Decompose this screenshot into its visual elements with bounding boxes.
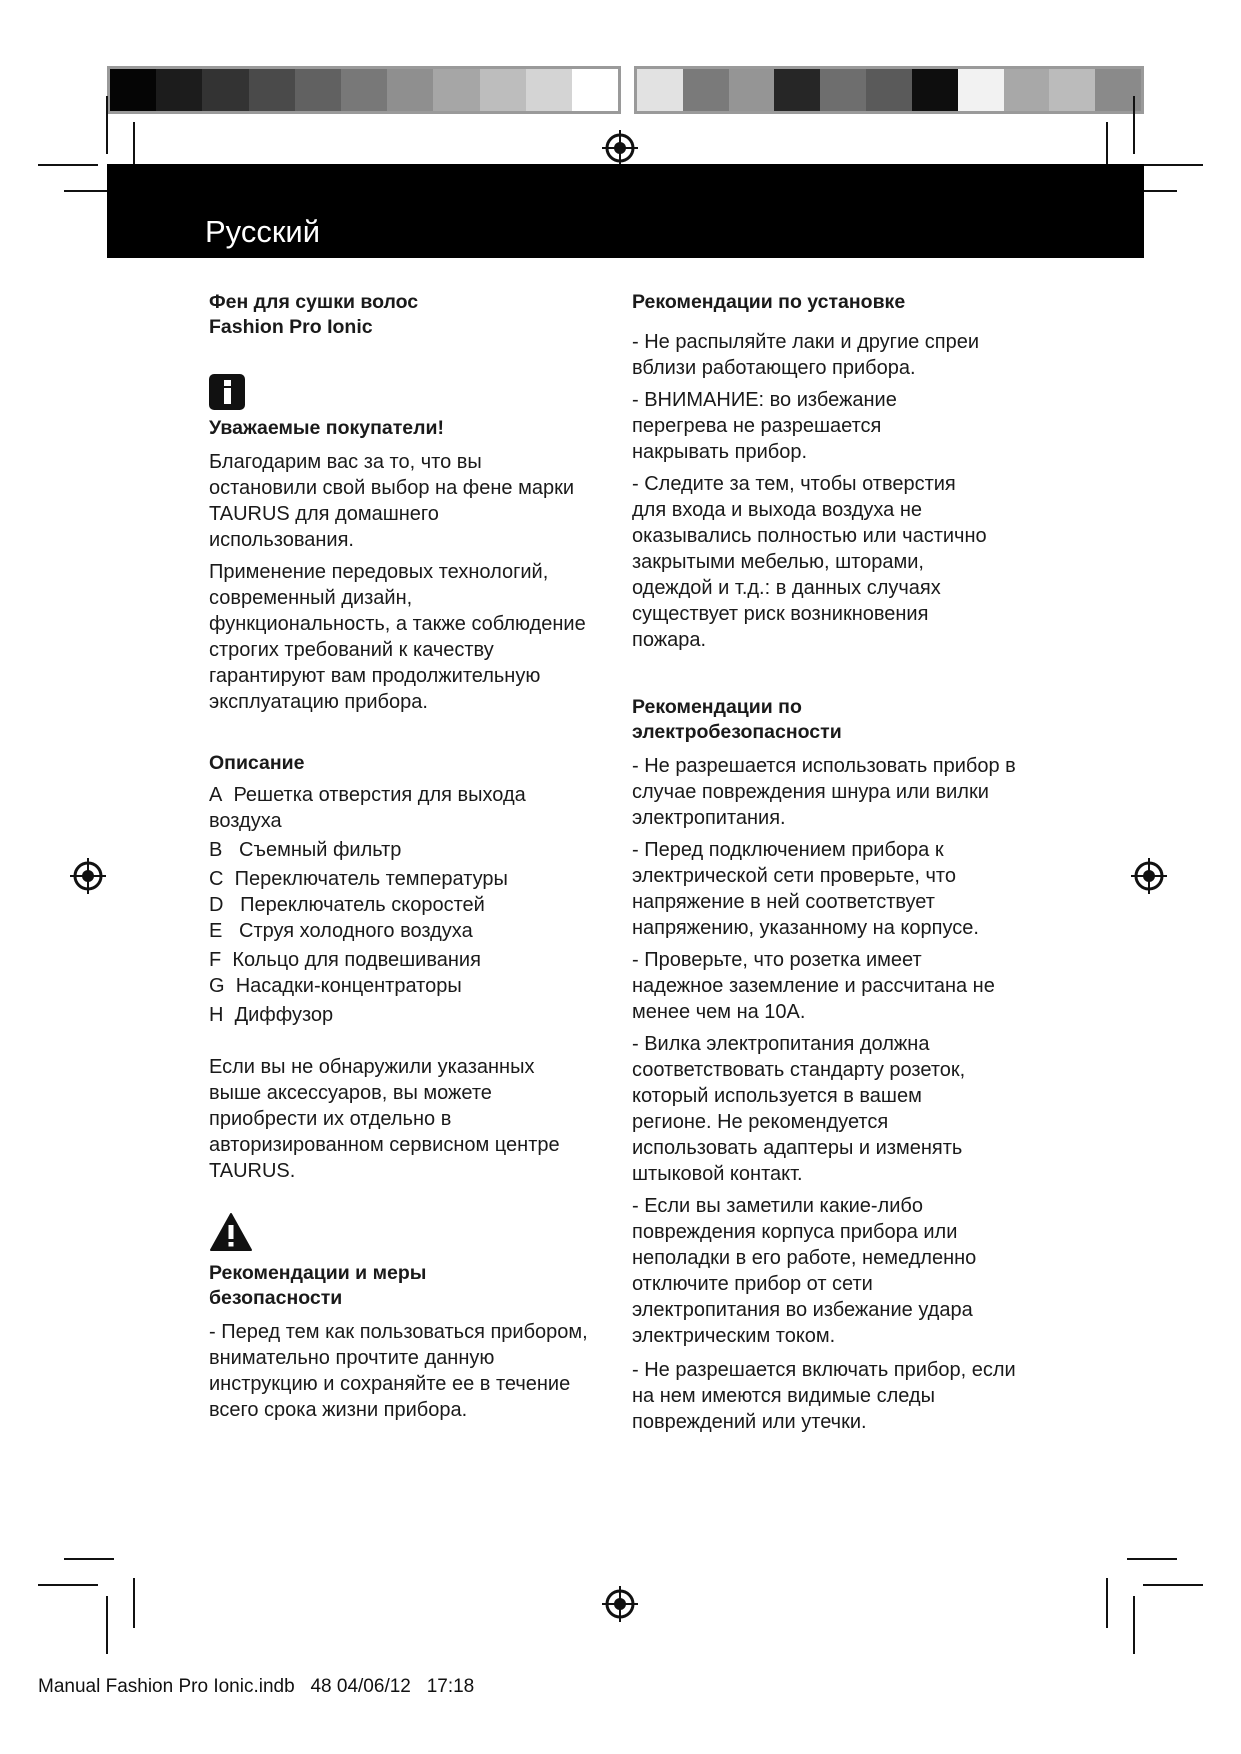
item-letter: D — [209, 894, 224, 916]
color-swatch — [572, 69, 618, 111]
description-item — [209, 782, 589, 834]
color-swatch — [110, 69, 156, 111]
crop-mark — [1143, 164, 1203, 166]
electrical-item: - Если вы заметили какие-либо повреждения корпуса прибора или неполадки в его работе, немедленно отключите прибор от сети электропитания во избежание удара электрическим током. — [632, 1195, 977, 1347]
color-swatch — [637, 69, 683, 111]
color-swatch — [433, 69, 479, 111]
crop-mark — [1133, 1596, 1135, 1654]
registration-mark-icon — [1129, 856, 1169, 896]
registration-mark-icon — [600, 1584, 640, 1624]
color-bar-right — [634, 66, 1144, 114]
safety-paragraph: - Перед тем как пользоваться прибором, внимательно прочтите данную инструкцию и сохраняйте ее в течение всего срока жизни прибора. — [209, 1321, 588, 1421]
crop-mark — [1127, 1558, 1177, 1560]
language-title: Русский — [205, 214, 321, 249]
installation-item: - Следите за тем, чтобы отверстия для входа и выхода воздуха не оказывались полностью или частично закрытыми мебелью, шторами, одеждой и т.д.: в данных случаях существует риск возникновения пожара. — [632, 473, 987, 651]
electrical-heading — [632, 695, 1032, 745]
registration-mark-icon — [600, 128, 640, 168]
color-swatch — [526, 69, 572, 111]
item-letter: F — [209, 949, 222, 971]
color-swatch — [820, 69, 866, 111]
color-swatch — [1049, 69, 1095, 111]
description-heading: Описание — [209, 752, 305, 774]
item-text: Насадки-концентраторы — [235, 975, 462, 997]
description-item — [209, 1002, 589, 1028]
color-swatch — [729, 69, 775, 111]
dear-customers-heading: Уважаемые покупатели! — [209, 417, 444, 439]
technology-paragraph: Применение передовых технологий, современный дизайн, функциональность, а также соблюдение строгих требований к качеству гарантируют вам продолжительную эксплуатацию прибора. — [209, 561, 586, 713]
color-swatch — [866, 69, 912, 111]
color-swatch — [295, 69, 341, 111]
item-letter: A — [209, 784, 223, 806]
description-item — [209, 837, 589, 863]
item-text: Решетка отверстия для выхода воздуха — [209, 784, 526, 832]
print-slug: Manual Fashion Pro Ionic.indb 48 04/06/12 17:18 — [38, 1676, 475, 1697]
item-text: Переключатель температуры — [234, 868, 508, 890]
description-item — [209, 892, 589, 918]
crop-mark — [1106, 1578, 1108, 1628]
color-swatch — [958, 69, 1004, 111]
crop-mark — [106, 1596, 108, 1654]
color-swatch — [249, 69, 295, 111]
color-swatch — [683, 69, 729, 111]
description-item — [209, 947, 589, 973]
accessories-paragraph: Если вы не обнаружили указанных выше аксессуаров, вы можете приобрести их отдельно в авторизированном сервисном центре TAURUS. — [209, 1056, 560, 1182]
color-swatch — [1004, 69, 1050, 111]
item-text: Струя холодного воздуха — [239, 920, 473, 942]
installation-item: - ВНИМАНИЕ: во избежание перегрева не разрешается накрывать прибор. — [632, 389, 897, 463]
crop-mark — [38, 164, 98, 166]
electrical-item: - Не разрешается включать прибор, если на нем имеются видимые следы повреждений или утечки. — [632, 1359, 1016, 1433]
description-list — [209, 782, 589, 1028]
item-letter: C — [209, 868, 224, 890]
color-swatch — [156, 69, 202, 111]
electrical-item: - Проверьте, что розетка имеет надежное заземление и рассчитана не менее чем на 10A. — [632, 949, 995, 1023]
crop-mark — [1143, 1584, 1203, 1586]
product-title-line2: Fashion Pro Ionic — [209, 316, 373, 338]
description-item — [209, 866, 589, 892]
description-item — [209, 973, 589, 999]
right-column — [632, 290, 1032, 1435]
color-swatch — [202, 69, 248, 111]
item-text: Диффузор — [234, 1004, 334, 1026]
description-item — [209, 918, 589, 944]
color-swatch — [387, 69, 433, 111]
product-title — [209, 290, 589, 340]
left-column — [209, 290, 589, 1423]
language-header-bar — [107, 164, 1144, 258]
color-swatch — [774, 69, 820, 111]
installation-item: - Не распыляйте лаки и другие спреи вблизи работающего прибора. — [632, 331, 980, 379]
color-swatch — [341, 69, 387, 111]
item-letter: H — [209, 1004, 224, 1026]
intro-paragraph: Благодарим вас за то, что вы остановили свой выбор на фене марки TAURUS для домашнего использования. — [209, 451, 574, 551]
item-letter: G — [209, 975, 225, 997]
electrical-item: - Перед подключением прибора к электрической сети проверьте, что напряжение в ней соответствует напряжению, указанному на корпусе. — [632, 839, 979, 939]
warning-icon — [209, 1212, 253, 1252]
crop-mark — [133, 1578, 135, 1628]
registration-mark-icon — [68, 856, 108, 896]
electrical-item: - Вилка электропитания должна соответствовать стандарту розеток, который используется в вашем регионе. Не рекомендуется использовать адаптеры и изменять штыковой контакт. — [632, 1033, 966, 1185]
electrical-item: - Не разрешается использовать прибор в случае повреждения шнура или вилки электропитания. — [632, 755, 1016, 829]
crop-mark — [38, 1584, 98, 1586]
electrical-heading-line2: электробезопасности — [632, 721, 842, 743]
color-bar-left — [107, 66, 621, 114]
crop-mark — [106, 96, 108, 154]
item-text: Переключатель скоростей — [240, 894, 485, 916]
info-icon — [209, 374, 245, 410]
item-letter: E — [209, 920, 223, 942]
crop-mark — [1133, 96, 1135, 154]
color-swatch — [912, 69, 958, 111]
item-text: Съемный фильтр — [239, 839, 402, 861]
safety-heading: Рекомендации и меры безопасности — [209, 1262, 427, 1309]
item-text: Кольцо для подвешивания — [232, 949, 481, 971]
crop-mark — [64, 1558, 114, 1560]
electrical-heading-line1: Рекомендации по — [632, 696, 802, 718]
item-letter: B — [209, 839, 223, 861]
installation-heading: Рекомендации по установке — [632, 291, 906, 313]
color-swatch — [480, 69, 526, 111]
product-title-line1: Фен для сушки волос — [209, 291, 419, 313]
